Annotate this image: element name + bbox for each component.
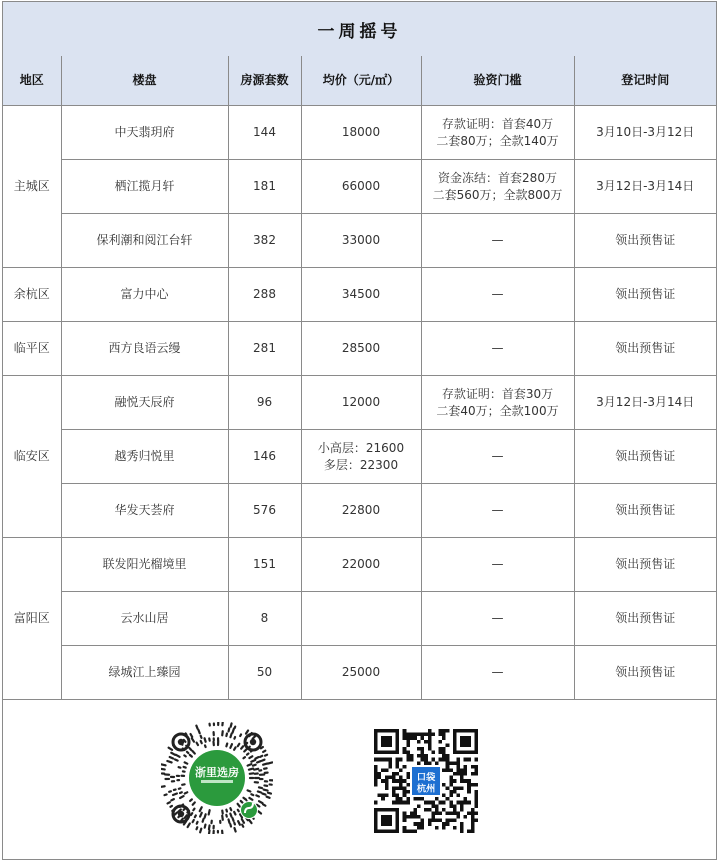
district-cell: 临平区	[3, 322, 61, 376]
table-row	[3, 484, 716, 538]
table-row	[3, 106, 716, 160]
unit-count: 382	[228, 214, 301, 268]
avg-price: 25000	[301, 646, 421, 700]
unit-count: 151	[228, 538, 301, 592]
table-row	[3, 376, 716, 430]
registration-date: 领出预售证	[574, 538, 716, 592]
header-district: 地区	[3, 56, 61, 106]
threshold-cell	[421, 376, 574, 430]
project-name: 富力中心	[61, 268, 228, 322]
avg-price: 12000	[301, 376, 421, 430]
qr-center-label-1: 口袋	[416, 771, 436, 783]
threshold-line: 二套80万；全款140万	[436, 133, 559, 148]
threshold-cell	[421, 160, 574, 214]
avg-price: 18000	[301, 106, 421, 160]
project-name: 中天翡玥府	[61, 106, 228, 160]
unit-count: 181	[228, 160, 301, 214]
page-frame	[2, 1, 717, 860]
project-name: 保利潮和阅江台轩	[61, 214, 228, 268]
table-row	[3, 214, 716, 268]
registration-date: 领出预售证	[574, 646, 716, 700]
unit-count: 281	[228, 322, 301, 376]
page-title: 一周摇号	[3, 2, 716, 57]
threshold-cell: —	[421, 322, 574, 376]
district-cell: 余杭区	[3, 268, 61, 322]
threshold-cell: —	[421, 214, 574, 268]
qr-code-area	[3, 705, 716, 859]
project-name: 融悦天辰府	[61, 376, 228, 430]
qr-center-label-2: 杭州	[416, 783, 436, 795]
lottery-table	[3, 56, 716, 700]
qr-code[interactable]	[374, 729, 478, 833]
avg-price: 22800	[301, 484, 421, 538]
avg-price: 66000	[301, 160, 421, 214]
header-price: 均价（元/㎡）	[301, 56, 421, 106]
price-line: 小高层：21600	[317, 440, 405, 455]
price-line: 多层：22300	[323, 457, 399, 472]
threshold-line: 二套560万；全款800万	[432, 187, 563, 202]
threshold-line: 存款证明：首套30万	[441, 386, 554, 401]
table-row	[3, 538, 716, 592]
registration-date: 领出预售证	[574, 214, 716, 268]
unit-count: 8	[228, 592, 301, 646]
table-row	[3, 268, 716, 322]
registration-date: 领出预售证	[574, 592, 716, 646]
avg-price: 34500	[301, 268, 421, 322]
avg-price: 22000	[301, 538, 421, 592]
threshold-cell: —	[421, 430, 574, 484]
project-name: 栖江揽月轩	[61, 160, 228, 214]
threshold-line: 二套40万；全款100万	[436, 403, 559, 418]
project-name: 联发阳光榴境里	[61, 538, 228, 592]
unit-count: 576	[228, 484, 301, 538]
unit-count: 288	[228, 268, 301, 322]
header-units: 房源套数	[228, 56, 301, 106]
unit-count: 50	[228, 646, 301, 700]
threshold-cell: —	[421, 268, 574, 322]
threshold-cell: —	[421, 538, 574, 592]
district-cell: 富阳区	[3, 538, 61, 700]
registration-date: 3月12日-3月14日	[574, 376, 716, 430]
avg-price: 28500	[301, 322, 421, 376]
project-name: 西方良语云缦	[61, 322, 228, 376]
table-header-row	[3, 56, 716, 106]
project-name: 越秀归悦里	[61, 430, 228, 484]
district-cell: 主城区	[3, 106, 61, 268]
table-row	[3, 592, 716, 646]
avg-price: 33000	[301, 214, 421, 268]
unit-count: 144	[228, 106, 301, 160]
registration-date: 领出预售证	[574, 268, 716, 322]
threshold-cell	[421, 106, 574, 160]
threshold-line: 存款证明：首套40万	[441, 116, 554, 131]
registration-date: 领出预售证	[574, 322, 716, 376]
table-row	[3, 322, 716, 376]
header-project: 楼盘	[61, 56, 228, 106]
wechat-mini-program-icon	[240, 801, 258, 819]
header-threshold: 验资门槛	[421, 56, 574, 106]
avg-price	[301, 592, 421, 646]
table-row	[3, 646, 716, 700]
mini-program-code[interactable]	[161, 722, 273, 834]
avg-price	[301, 430, 421, 484]
mini-program-subline	[201, 780, 233, 783]
project-name: 绿城江上臻园	[61, 646, 228, 700]
threshold-line: 资金冻结：首套280万	[438, 170, 557, 185]
threshold-cell: —	[421, 646, 574, 700]
project-name: 华发天荟府	[61, 484, 228, 538]
registration-date: 领出预售证	[574, 430, 716, 484]
unit-count: 146	[228, 430, 301, 484]
table-row	[3, 160, 716, 214]
registration-date: 3月10日-3月12日	[574, 106, 716, 160]
mini-program-label: 浙里选房	[195, 766, 239, 779]
table-row	[3, 430, 716, 484]
registration-date: 3月12日-3月14日	[574, 160, 716, 214]
district-cell: 临安区	[3, 376, 61, 538]
unit-count: 96	[228, 376, 301, 430]
threshold-cell: —	[421, 592, 574, 646]
threshold-cell: —	[421, 484, 574, 538]
header-date: 登记时间	[574, 56, 716, 106]
registration-date: 领出预售证	[574, 484, 716, 538]
project-name: 云水山居	[61, 592, 228, 646]
